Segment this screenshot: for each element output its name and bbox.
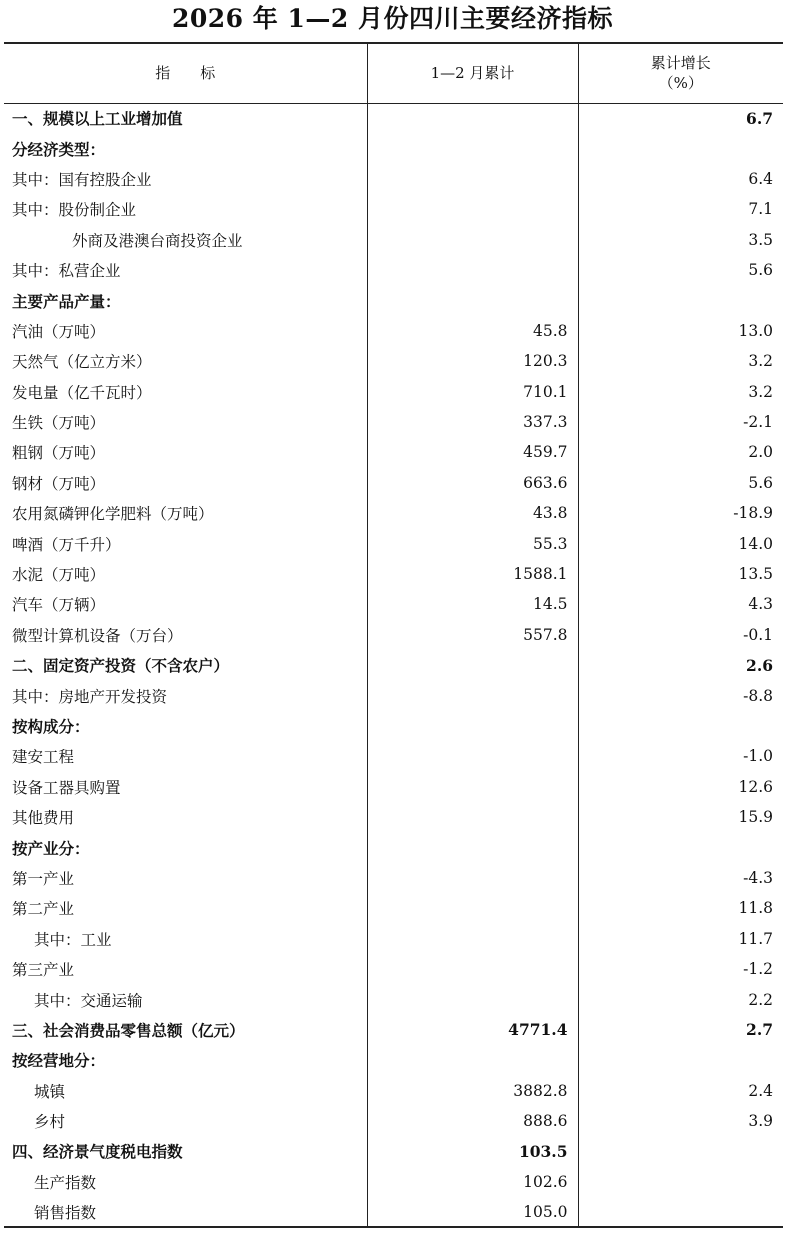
table-row	[4, 772, 783, 802]
table-row	[4, 285, 783, 315]
table-row	[4, 1136, 783, 1166]
row-cumulative-value: 337.3	[367, 407, 578, 437]
row-growth-rate: -1.0	[578, 741, 783, 771]
row-indicator-name: 其中：房地产开发投资	[12, 687, 168, 706]
row-cumulative-value	[367, 893, 578, 923]
row-growth-rate: 13.5	[578, 559, 783, 589]
table-header-row	[4, 43, 783, 103]
row-cumulative-value	[367, 194, 578, 224]
row-indicator-name: 微型计算机设备（万台）	[12, 626, 183, 645]
row-cumulative-value: 459.7	[367, 437, 578, 467]
row-growth-rate: -18.9	[578, 498, 783, 528]
table-row	[4, 680, 783, 710]
header-indicator: 指 标	[4, 43, 367, 103]
table-row	[4, 711, 783, 741]
row-growth-rate	[578, 1045, 783, 1075]
table-row	[4, 468, 783, 498]
indicators-table	[4, 42, 783, 1228]
table-row	[4, 559, 783, 589]
row-growth-rate: 6.4	[578, 164, 783, 194]
row-cumulative-value	[367, 863, 578, 893]
page-title: 2026 年 1—2 月份四川主要经济指标	[172, 4, 613, 33]
row-cumulative-value: 3882.8	[367, 1076, 578, 1106]
row-indicator-name: 主要产品产量：	[12, 291, 121, 311]
row-growth-rate	[578, 285, 783, 315]
row-indicator-name: 城镇	[34, 1082, 66, 1101]
table-row	[4, 1015, 783, 1045]
row-indicator-name: 发电量（亿千瓦时）	[12, 383, 152, 402]
row-indicator-name: 水泥（万吨）	[12, 566, 106, 585]
row-growth-rate: 6.7	[578, 103, 783, 133]
row-indicator-name: 生产指数	[34, 1173, 97, 1192]
table-row	[4, 650, 783, 680]
row-cumulative-value: 105.0	[367, 1197, 578, 1227]
table-row	[4, 498, 783, 528]
row-growth-rate: 15.9	[578, 802, 783, 832]
row-indicator-name: 分经济类型：	[12, 139, 106, 159]
row-growth-rate: 7.1	[578, 194, 783, 224]
row-indicator-name: 乡村	[34, 1113, 66, 1132]
row-indicator-name: 第三产业	[12, 961, 75, 980]
row-cumulative-value	[367, 772, 578, 802]
row-indicator-name: 其中：国有控股企业	[12, 170, 152, 189]
row-cumulative-value: 888.6	[367, 1106, 578, 1136]
row-indicator-name: 其中：交通运输	[34, 991, 143, 1010]
row-growth-rate: 4.3	[578, 589, 783, 619]
header-growth-unit: （%）	[658, 74, 703, 93]
table-row	[4, 1076, 783, 1106]
row-cumulative-value: 557.8	[367, 620, 578, 650]
row-indicator-name: 啤酒（万千升）	[12, 535, 121, 554]
row-cumulative-value: 120.3	[367, 346, 578, 376]
header-cumulative: 1—2 月累计	[367, 43, 578, 103]
row-indicator-name: 农用氮磷钾化学肥料（万吨）	[12, 505, 214, 524]
table-row	[4, 802, 783, 832]
row-indicator-name: 二、固定资产投资（不含农户）	[12, 656, 230, 676]
row-indicator-name: 第一产业	[12, 869, 75, 888]
row-growth-rate: 2.0	[578, 437, 783, 467]
row-growth-rate: 12.6	[578, 772, 783, 802]
table-row	[4, 164, 783, 194]
row-cumulative-value	[367, 741, 578, 771]
table-row	[4, 103, 783, 133]
row-growth-rate	[578, 711, 783, 741]
table-row	[4, 893, 783, 923]
row-cumulative-value	[367, 711, 578, 741]
row-indicator-name: 汽车（万辆）	[12, 596, 106, 615]
row-growth-rate: -4.3	[578, 863, 783, 893]
row-indicator-name: 钢材（万吨）	[12, 474, 106, 493]
table-row	[4, 832, 783, 862]
row-cumulative-value	[367, 255, 578, 285]
row-growth-rate: 3.5	[578, 225, 783, 255]
row-growth-rate	[578, 133, 783, 163]
row-cumulative-value: 102.6	[367, 1167, 578, 1197]
table-row	[4, 924, 783, 954]
row-growth-rate: 2.6	[578, 650, 783, 680]
table-row	[4, 316, 783, 346]
row-growth-rate: -8.8	[578, 680, 783, 710]
row-cumulative-value	[367, 832, 578, 862]
row-indicator-name: 销售指数	[4, 1197, 367, 1227]
row-cumulative-value	[367, 924, 578, 954]
row-cumulative-value: 1588.1	[367, 559, 578, 589]
row-indicator-name: 粗钢（万吨）	[12, 444, 106, 463]
row-indicator-name: 汽油（万吨）	[12, 322, 106, 341]
row-cumulative-value	[367, 225, 578, 255]
row-growth-rate: 3.2	[578, 377, 783, 407]
table-row	[4, 1106, 783, 1136]
table-row	[4, 377, 783, 407]
table-row	[4, 133, 783, 163]
row-growth-rate: 13.0	[578, 316, 783, 346]
row-cumulative-value	[367, 285, 578, 315]
row-growth-rate: -2.1	[578, 407, 783, 437]
table-row	[4, 589, 783, 619]
row-cumulative-value	[367, 164, 578, 194]
row-growth-rate	[578, 1167, 783, 1197]
row-indicator-name: 第二产业	[12, 900, 75, 919]
row-growth-rate: 11.7	[578, 924, 783, 954]
row-cumulative-value: 663.6	[367, 468, 578, 498]
row-growth-rate: 2.4	[578, 1076, 783, 1106]
row-cumulative-value: 55.3	[367, 528, 578, 558]
row-cumulative-value: 4771.4	[367, 1015, 578, 1045]
row-indicator-name: 三、社会消费品零售总额（亿元）	[12, 1020, 245, 1040]
header-growth	[578, 43, 783, 103]
row-indicator-name: 其中：工业	[34, 930, 112, 949]
row-cumulative-value	[367, 650, 578, 680]
table-row	[4, 863, 783, 893]
row-cumulative-value	[367, 1045, 578, 1075]
row-cumulative-value	[367, 103, 578, 133]
row-cumulative-value	[367, 984, 578, 1014]
row-indicator-name: 四、经济景气度税电指数	[12, 1142, 183, 1162]
row-cumulative-value	[367, 954, 578, 984]
row-cumulative-value: 710.1	[367, 377, 578, 407]
table-row	[4, 984, 783, 1014]
row-indicator-name: 其他费用	[12, 809, 75, 828]
row-growth-rate	[578, 1197, 783, 1227]
row-indicator-name: 一、规模以上工业增加值	[12, 109, 183, 129]
table-row	[4, 1167, 783, 1197]
header-growth-label: 累计增长	[650, 54, 711, 73]
row-indicator-name: 建安工程	[12, 748, 75, 767]
row-cumulative-value	[367, 802, 578, 832]
row-indicator-name: 外商及港澳台商投资企业	[72, 231, 243, 250]
row-growth-rate: 3.2	[578, 346, 783, 376]
row-indicator-name: 按产业分：	[12, 838, 90, 858]
table-row	[4, 255, 783, 285]
row-cumulative-value: 43.8	[367, 498, 578, 528]
table-row	[4, 407, 783, 437]
row-growth-rate: 3.9	[578, 1106, 783, 1136]
row-growth-rate: 5.6	[578, 255, 783, 285]
row-cumulative-value: 14.5	[367, 589, 578, 619]
table-row	[4, 1045, 783, 1075]
row-growth-rate: 5.6	[578, 468, 783, 498]
row-growth-rate: 2.7	[578, 1015, 783, 1045]
row-growth-rate: 2.2	[578, 984, 783, 1014]
table-row	[4, 741, 783, 771]
row-growth-rate	[578, 1136, 783, 1166]
row-indicator-name: 其中：股份制企业	[12, 201, 137, 220]
table-row	[4, 954, 783, 984]
table-row	[4, 620, 783, 650]
table-row	[4, 437, 783, 467]
row-cumulative-value	[367, 133, 578, 163]
table-row	[4, 194, 783, 224]
row-indicator-name: 其中：私营企业	[12, 262, 121, 281]
row-indicator-name: 天然气（亿立方米）	[12, 353, 152, 372]
row-growth-rate: -1.2	[578, 954, 783, 984]
table-body	[4, 103, 783, 1227]
row-cumulative-value: 45.8	[367, 316, 578, 346]
row-growth-rate	[578, 832, 783, 862]
table-row	[4, 225, 783, 255]
row-indicator-name: 按经营地分：	[12, 1051, 106, 1071]
table-row	[4, 1197, 783, 1227]
table-row	[4, 528, 783, 558]
row-indicator-name: 生铁（万吨）	[12, 414, 106, 433]
row-growth-rate: 11.8	[578, 893, 783, 923]
row-growth-rate: 14.0	[578, 528, 783, 558]
row-cumulative-value	[367, 680, 578, 710]
table-row	[4, 346, 783, 376]
row-indicator-name: 设备工器具购置	[12, 778, 121, 797]
row-cumulative-value: 103.5	[367, 1136, 578, 1166]
row-indicator-name: 按构成分：	[12, 717, 90, 736]
row-growth-rate: -0.1	[578, 620, 783, 650]
